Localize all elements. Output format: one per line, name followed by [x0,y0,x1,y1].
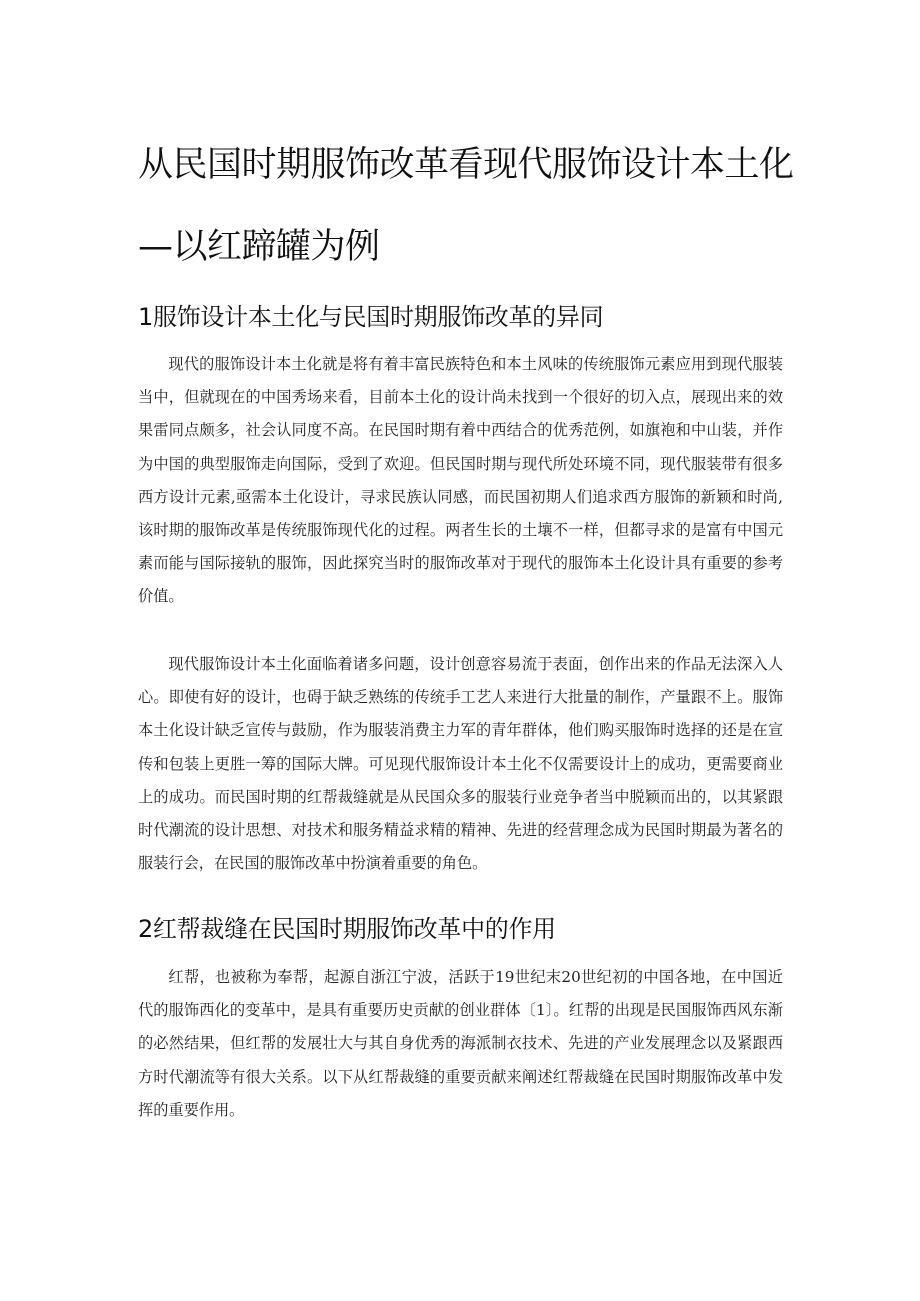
paragraph-1-2: 现代服饰设计本土化面临着诸多问题，设计创意容易流于表面，创作出来的作品无法深入人心。即使有好的设计，也碍于缺乏熟练的传统手工艺人来进行大批量的制作，产量跟不上。服饰本土化设计缺乏宣传与鼓励，作为服装消费主力军的青年群体，他们购买服饰时选择的还是在宣传和包装上更胜一筹的国际大牌。可见现代服饰设计本土化不仅需要设计上的成功，更需要商业上的成功。而民国时期的红帮裁缝就是从民国众多的服装行业竞争者当中脱颖而出的，以其紧跟时代潮流的设计思想、对技术和服务精益求精的精神、先进的经营理念成为民国时期最为著名的服装行会，在民国的服饰改革中扮演着重要的角色。 [138,655,783,873]
section-heading-2: 2红帮裁缝在民国时期服饰改革中的作用 [138,915,556,943]
section-heading-1: 1服饰设计本土化与民国时期服饰改革的异同 [138,303,604,331]
paragraph-1-1: 现代的服饰设计本土化就是将有着丰富民族特色和本土风味的传统服饰元素应用到现代服装当中，但就现在的中国秀场来看，目前本土化的设计尚未找到一个很好的切入点，展现出来的效果雷同点颇多，社会认同度不高。在民国时期有着中西结合的优秀范例，如旗袍和中山装，并作为中国的典型服饰走向国际，受到了欢迎。但民国时期与现代所处环境不同，现代服装带有很多西方设计元素,亟需本土化设计，寻求民族认同感，而民国初期人们追求西方服饰的新颖和时尚,该时期的服饰改革是传统服饰现代化的过程。两者生长的土壤不一样，但都寻求的是富有中国元素而能与国际接轨的服饰，因此探究当时的服饰改革对于现代的服饰本土化设计具有重要的参考价值。 [138,355,783,606]
paragraph-2-1: 红帮，也被称为奉帮，起源自浙江宁波，活跃于19世纪末20世纪初的中国各地，在中国近代的服饰西化的变革中，是具有重要历史贡献的创业群体〔1〕。红帮的出现是民国服饰西风东渐的必然结果，但红帮的发展壮大与其自身优秀的海派制衣技术、先进的产业发展理念以及紧跟西方时代潮流等有很大关系。以下从红帮裁缝的重要贡献来阐述红帮裁缝在民国时期服饰改革中发挥的重要作用。 [138,968,783,1119]
document-title: 从民国时期服饰改革看现代服饰设计本土化 [138,145,794,185]
document-subtitle: —以红蹄罐为例 [138,227,380,267]
